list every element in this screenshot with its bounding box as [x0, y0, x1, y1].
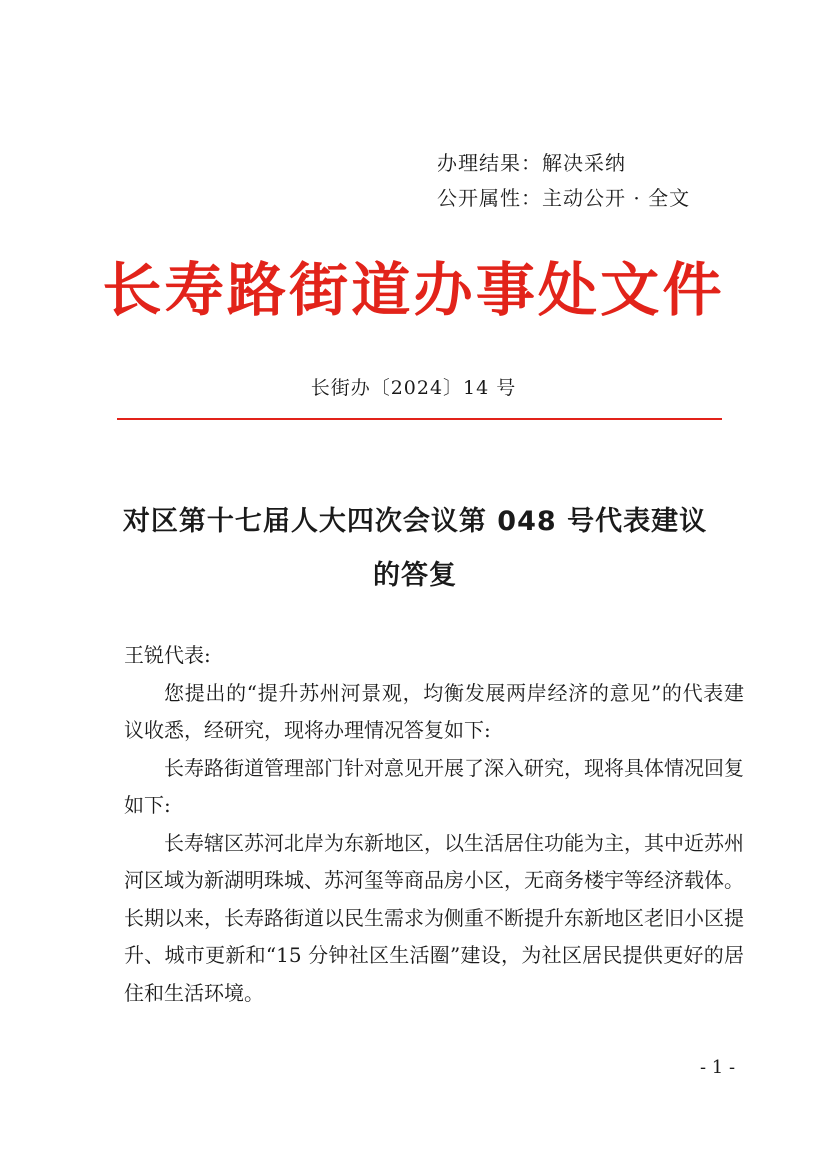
title-line-2: 的答复 [373, 560, 457, 591]
salutation: 王锐代表: [124, 643, 211, 667]
body-paragraph: 长寿辖区苏河北岸为东新地区，以生活居住功能为主，其中近苏州河区域为新湖明珠城、苏河玺等商品房小区，无商务楼宇等经济载体。长期以来，长寿路街道以民生需求为侧重不断提升东新地区老旧小区提升、城市更新和“15 分钟社区生活圈”建设，为社区居民提供更好的居住和生活环境。 [124, 830, 744, 1005]
body-paragraph: 长寿路街道管理部门针对意见开展了深入研究，现将具体情况回复如下: [124, 755, 744, 817]
body-paragraph: 您提出的“提升苏州河景观，均衡发展两岸经济的意见”的代表建议收悉，经研究，现将办理情况答复如下: [124, 680, 744, 742]
red-divider-line [117, 418, 722, 420]
disclosure-attribute: 公开属性：主动公开 · 全文 [437, 186, 691, 210]
document-body [124, 637, 744, 1012]
document-number: 长街办〔2024〕14 号 [310, 377, 517, 399]
title-line-1: 对区第十七届人大四次会议第 048 号代表建议 [122, 506, 708, 537]
page-number: - 1 - [700, 1057, 736, 1078]
handling-result: 办理结果：解决采纳 [437, 151, 626, 175]
document-meta [437, 146, 690, 216]
document-title [100, 495, 730, 603]
red-masthead: 长寿路街道办事处文件 [102, 256, 725, 324]
